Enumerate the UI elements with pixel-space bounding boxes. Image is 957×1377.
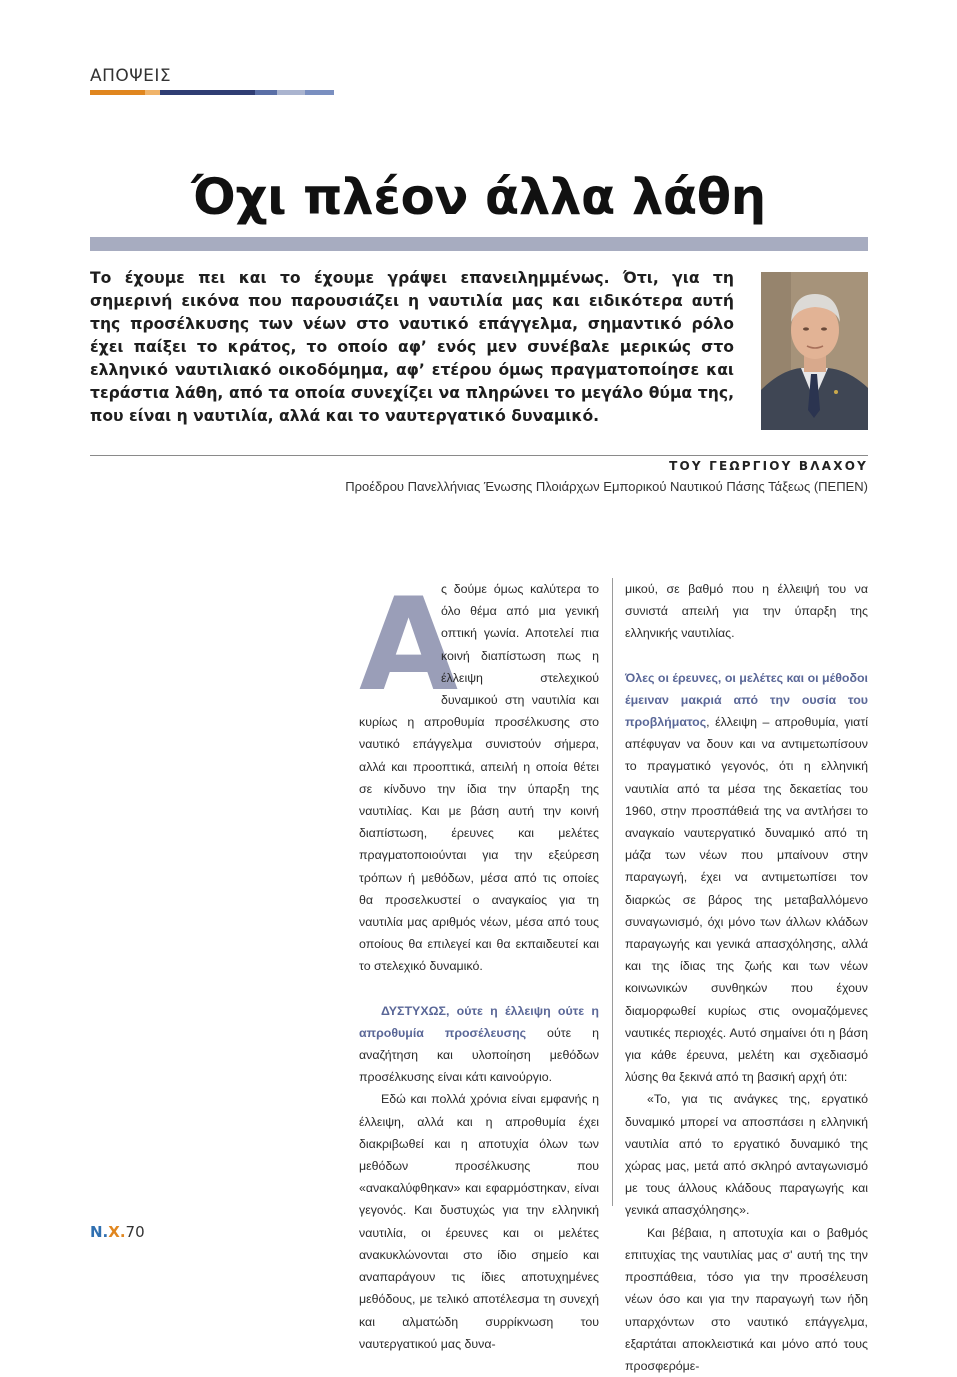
author-photo (761, 272, 868, 430)
column-1-paragraph-2-text: ούτε η αναζήτηση και υλοποίηση μεθόδων προσέλκυσης είναι κάτι καινούργιο. (359, 1025, 599, 1085)
author-name: ΤΟΥ ΓΕΩΡΓΙΟΥ ΒΛΑΧΟΥ (669, 459, 868, 473)
article-title: Όχι πλέον άλλα λάθη (191, 168, 766, 226)
column-1-paragraph-3: Εδώ και πολλά χρόνια είναι εμφανής η έλλειψη, αλλά και η απροθυμία έχει διακριβωθεί και η αποτυχία όλων των μεθόδων προσέλκυσης που «ανακαλύφθηκαν» και εφαρμόστηκαν, είναι γεγονός. Και δυστυχώς για την ελληνική ναυτιλία, οι έρευνες και οι μελέτες ανακυκλώνονται στο ίδιο σημείο και αναπαράγουν τις ίδιες αποτυχημένες μεθόδους, με τελικό αποτέλεσμα τη συνεχή και αλματώδη συρρίκνωση του ναυτεργατικού μας δυνα- (359, 1092, 599, 1351)
section-color-bar-orange (90, 90, 145, 95)
column-2-paragraph-2 (625, 667, 868, 1089)
page-number: 70 (125, 1223, 145, 1241)
section-color-bar-light (277, 90, 305, 95)
section-color-bar-blue (255, 90, 277, 95)
column-2-paragraph-1: μικού, σε βαθμό που η έλλειψή του να συνιστά απειλή για την ύπαρξη της ελληνικής ναυτιλίας. (625, 582, 868, 641)
column-2-paragraph-2-text: , έλλειψη – απροθυμία, γιατί απέφυγαν να δουν και να αντιμετωπίσουν το πραγματικό γεγονός, ότι η ελληνική ναυτιλία από τα μέσα της δεκαετίας του 1960, στην προσπάθειά της να αντλήσει το αναγκαίο ναυτεργατικό δυναμικό από τη μάζα των νέων που μπαίνουν στην παραγωγή, έχει να αντιμετωπίσει τον διαρκώς σε βάρος της μεταβαλλόμενο συναγωνισμό, όχι μόνο των άλλων κλάδων παραγωγής και γενικά απασχόλησης, αλλά και της ίδιας της ζωής και των νέων κοινωνικών συνθηκών που έχουν διαμορφωθεί κυρίως στις ονομαζόμενες ναυτικές περιοχές. Αυτό σημαίνει ότι η βάση για κάθε έρευνα, μελέτη και σχεδιασμό λύσης θα ξεκινά από τη βασική αρχή ότι: (625, 715, 868, 1085)
column-2-paragraph-4: Και βέβαια, η αποτυχία και ο βαθμός επιτυχίας της ναυτιλίας μας σ' αυτή της την προσπάθεια, τόσο για την προσέλευση νέων όσο και για την παραγωγή των ήδη υπαρχόντων στο ναυτικό επάγγελμα, εξαρτάται αποκλειστικά και μόνο από τους προσφερόμε- (625, 1225, 868, 1373)
folio-mag-x: Χ. (108, 1223, 126, 1241)
column-divider (612, 578, 613, 1206)
column-1-paragraph-2 (359, 1000, 599, 1089)
section-color-bar-navy (160, 90, 255, 95)
drop-cap: Α (359, 571, 459, 720)
section-label: ΑΠΟΨΕΙΣ (90, 66, 172, 86)
author-role: Προέδρου Πανελλήνιας Ένωσης Πλοιάρχων Εμπορικού Ναυτικού Πάσης Τάξεως (ΠΕΠΕΝ) (345, 479, 868, 494)
author-portrait-illustration (761, 272, 868, 430)
column-2-paragraph-3: «Το, για τις ανάγκες της, εργατικό δυναμικό μπορεί να αποσπάσει η ελληνική ναυτιλία από το εργατικό δυναμικό της χώρας μας, μετά από σκληρό ανταγωνισμό με τους άλλους κλάδους παραγωγής και γενικά απασχόλησης». (625, 1092, 868, 1218)
section-color-bar-light-orange (145, 90, 160, 95)
title-rule (90, 237, 868, 251)
page-folio (90, 1223, 145, 1241)
folio-mag-n: Ν. (90, 1223, 109, 1241)
article-lead: Το έχουμε πει και το έχουμε γράψει επανειλημμένως. Ότι, για τη σημερινή εικόνα που παρουσιάζει η ναυτιλία μας και ειδικότερα αυτή της προσέλκυσης των νέων στο ναυτικό επάγγελμα, σημαντικό ρόλο έχει παίξει το κράτος, το οποίο αφ’ ενός μεν συνέβαλε μερικώς στο ελληνικό ναυτιλιακό οικοδόμημα, αφ’ ετέρου όμως πραγματοποίησε και τεράστια λάθη, από τα οποία συνεχίζει να πληρώνει το μεγάλο θύμα της, που είναι η ναυτιλία, αλλά και το ναυτεργατικό δυναμικό. (90, 269, 734, 425)
byline-rule (90, 455, 868, 456)
column-1-paragraph-1 (359, 571, 599, 978)
body-column-1 (359, 571, 599, 1355)
section-color-bar-mid (305, 90, 334, 95)
body-column-2 (625, 578, 868, 1377)
column-1-highlight: ΔΥΣΤΥΧΩΣ, ούτε η έλλειψη ούτε η απροθυμία προσέλευσης (359, 1003, 599, 1040)
column-2-highlight: Όλες οι έρευνες, οι μελέτες και οι μέθοδοι έμειναν μακριά από την ουσία του προβλήματος (625, 670, 868, 730)
column-1-paragraph-1-text: ς δούμε όμως καλύτερα το όλο θέμα από μια γενική οπτική γωνία. Αποτελεί πια κοινή διαπίστωση πως η έλλειψη στελεχικού δυναμικού στη ναυτιλία και κυρίως η απροθυμία προσέλκυσης στο ναυτικό επάγγελμα συνιστούν σήμερα, αλλά και προοπτικά, απειλή η οποία θέτει σε κίνδυνο την ίδια την ύπαρξη της ναυτιλίας. Και με βάση αυτή την κοινή διαπίστωση, έρευνες και μελέτες πραγματοποιούνται για την εξεύρεση τρόπων ή μεθόδων, μέσα από τις οποίες θα προσελκυστεί ο αναγκαίος για τη ναυτιλία μας αριθμός νέων, μέσα από τους οποίους θα επιλεγεί και θα εκπαιδευτεί και το στελεχικό δυναμικό. (359, 582, 599, 974)
